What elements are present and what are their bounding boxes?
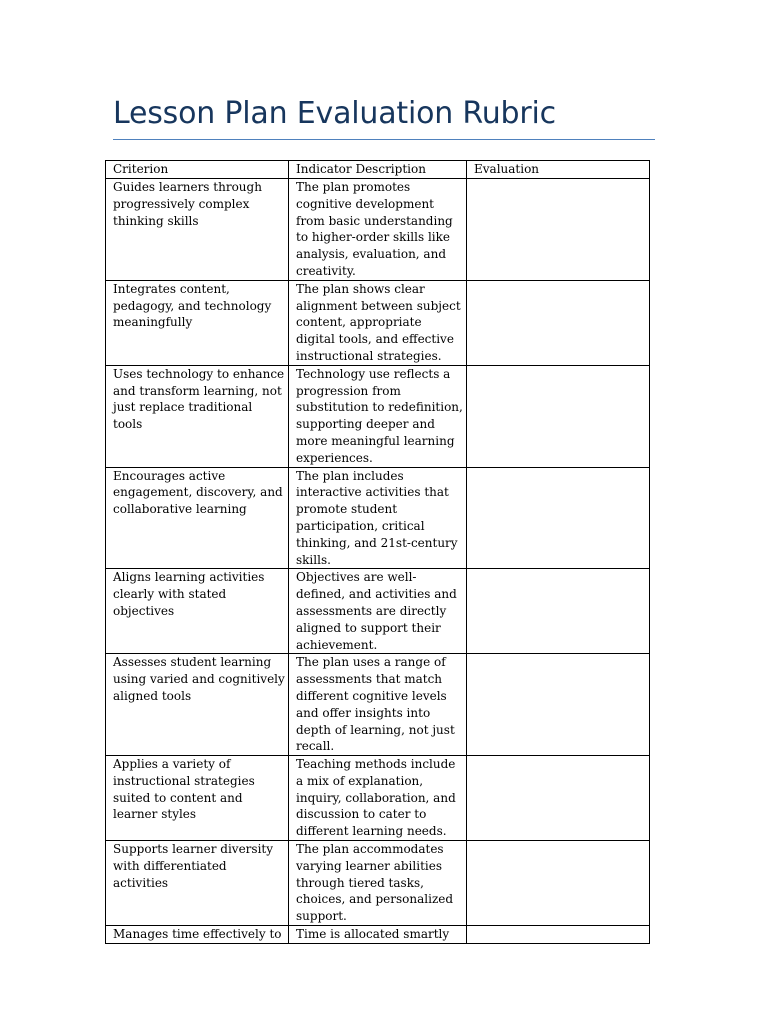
criterion-cell: Applies a variety of instructional strategies suited to content and learner styles — [106, 756, 289, 841]
indicator-cell: The plan shows clear alignment between subject content, appropriate digital tools, and effective instructional strategies. — [289, 280, 467, 365]
evaluation-cell[interactable] — [467, 467, 650, 569]
indicator-cell: Teaching methods include a mix of explanation, inquiry, collaboration, and discussion to cater to different learning needs. — [289, 756, 467, 841]
document-title: Lesson Plan Evaluation Rubric — [113, 96, 556, 131]
criterion-cell: Assesses student learning using varied and cognitively aligned tools — [106, 654, 289, 756]
criterion-cell: Manages time effectively to — [106, 926, 289, 944]
table-row — [106, 179, 650, 281]
indicator-cell: The plan accommodates varying learner abilities through tiered tasks, choices, and personalized support. — [289, 841, 467, 926]
indicator-cell: The plan promotes cognitive development from basic understanding to higher-order skills like analysis, evaluation, and creativity. — [289, 179, 467, 281]
criterion-cell: Aligns learning activities clearly with stated objectives — [106, 569, 289, 654]
evaluation-cell[interactable] — [467, 756, 650, 841]
criterion-cell: Integrates content, pedagogy, and technology meaningfully — [106, 280, 289, 365]
indicator-cell: The plan uses a range of assessments that match different cognitive levels and offer insights into depth of learning, not just recall. — [289, 654, 467, 756]
table-row — [106, 280, 650, 365]
criterion-cell: Encourages active engagement, discovery, and collaborative learning — [106, 467, 289, 569]
rubric-table — [105, 160, 650, 944]
evaluation-cell[interactable] — [467, 365, 650, 467]
table-row — [106, 569, 650, 654]
criterion-cell: Guides learners through progressively complex thinking skills — [106, 179, 289, 281]
criterion-cell: Supports learner diversity with differentiated activities — [106, 841, 289, 926]
table-row — [106, 926, 650, 944]
table-row — [106, 467, 650, 569]
indicator-cell: Time is allocated smartly — [289, 926, 467, 944]
table-header-row — [106, 161, 650, 179]
indicator-cell: Objectives are well-defined, and activities and assessments are directly aligned to support their achievement. — [289, 569, 467, 654]
evaluation-cell[interactable] — [467, 654, 650, 756]
title-underline — [113, 139, 655, 140]
header-evaluation: Evaluation — [467, 161, 650, 179]
evaluation-cell[interactable] — [467, 569, 650, 654]
header-indicator-description: Indicator Description — [289, 161, 467, 179]
table-row — [106, 365, 650, 467]
evaluation-cell[interactable] — [467, 179, 650, 281]
table-row — [106, 654, 650, 756]
table-row — [106, 756, 650, 841]
indicator-cell: Technology use reflects a progression from substitution to redefinition, supporting deeper and more meaningful learning experiences. — [289, 365, 467, 467]
header-criterion: Criterion — [106, 161, 289, 179]
indicator-cell: The plan includes interactive activities that promote student participation, critical thinking, and 21st-century skills. — [289, 467, 467, 569]
evaluation-cell[interactable] — [467, 926, 650, 944]
criterion-cell: Uses technology to enhance and transform learning, not just replace traditional tools — [106, 365, 289, 467]
evaluation-cell[interactable] — [467, 841, 650, 926]
table-row — [106, 841, 650, 926]
evaluation-cell[interactable] — [467, 280, 650, 365]
